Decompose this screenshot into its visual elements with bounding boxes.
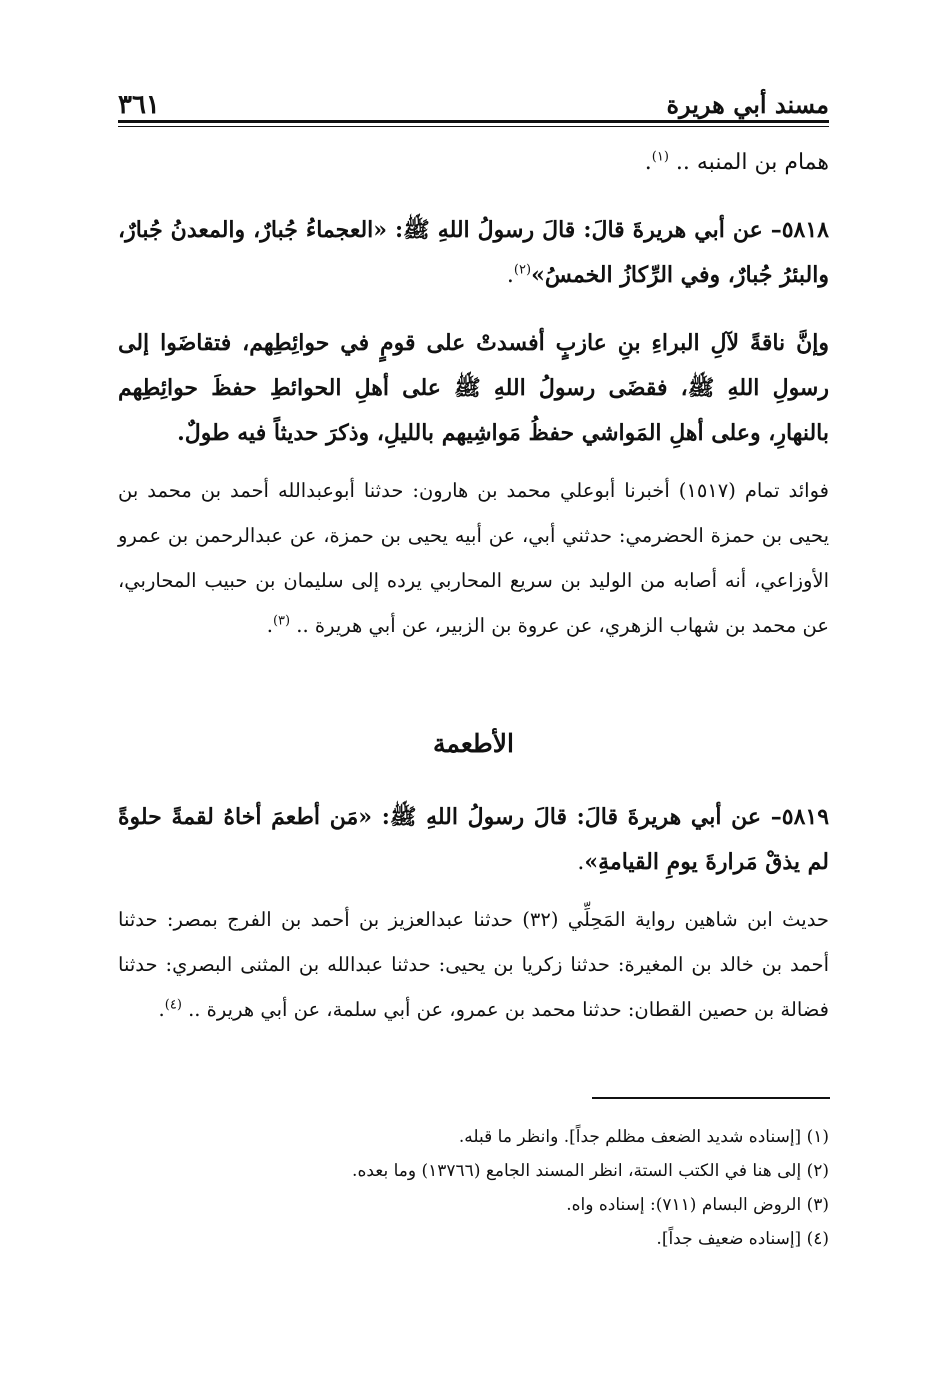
hadith-text: «العجماءُ جُبارٌ، والمعدنُ جُبارٌ، والبئرُ جُبارٌ، وفي الرِّكازُ الخمسُ» (118, 217, 829, 288)
footnote-separator (592, 1097, 830, 1099)
footnote-4: (٤) [إسناده ضعيف جداً]. (656, 1229, 829, 1249)
footnote-ref: (٤) (164, 997, 182, 1013)
footnote-1: (١) [إسناده شديد الضعف مظلم جداً]. وانظر ما قبله. (458, 1127, 829, 1147)
footnotes (118, 1120, 829, 1256)
header-rule (118, 120, 829, 123)
footnote-ref: (٣) (272, 613, 291, 629)
hadith-5819: ٥٨١٩– عن أبي هريرةَ قالَ: قالَ رسولُ اللهِ ﷺ: «مَن أطعمَ أخاهُ لقمةً حلوةً لم يذقْ مَرارةَ يومِ القيامةِ». (118, 804, 830, 875)
hadith-number: ٥٨١٨– (762, 217, 829, 243)
hadith-intro: عن أبي هريرةَ قالَ: قالَ رسولُ اللهِ ﷺ: (387, 217, 763, 243)
running-title: مسند أبي هريرة (666, 90, 829, 119)
footnote-ref: (١) (651, 149, 669, 165)
isnad-paragraph-1: فوائد تمام (١٥١٧) أخبرنا أبوعلي محمد بن هارون: حدثنا أبوعبدالله أحمد بن محمد بن يحيى بن حمزة الحضرمي: حدثني أبي، عن أبيه يحيى بن حمزة، عن عبدالرحمن بن عمرو الأوزاعي، أنه أصابه من الوليد بن سريع المحاربي يرده إلى سليمان بن حبيب المحاربي، عن محمد بن شهاب الزهري، عن عروة بن الزبير، عن أبي هريرة .. $^{(٣)}$. (118, 479, 829, 637)
footnote-2: (٢) إلى هنا في الكتب الستة، انظر المسند الجامع (١٣٧٦٦) وما بعده. (352, 1161, 829, 1181)
hadith-5818: ٥٨١٨– عن أبي هريرةَ قالَ: قالَ رسولُ اللهِ ﷺ: «العجماءُ جُبارٌ، والمعدنُ جُبارٌ، والبئرُ جُبارٌ، وفي الرِّكازُ الخمسُ»$^{(٢)}$. (118, 217, 829, 288)
section-heading: الأطعمة (432, 729, 515, 758)
hadith-number: ٥٨١٩– (761, 804, 830, 830)
hadith-intro: عن أبي هريرةَ قالَ: قالَ رسولُ اللهِ ﷺ: (372, 804, 762, 830)
footnote-ref: (٢) (513, 262, 532, 278)
carry-over-line: همام بن المنبه .. $^{(١)}$. (644, 149, 829, 175)
hadith-text: «مَن أطعمَ أخاهُ لقمةً حلوةً لم يذقْ مَرارةَ يومِ القيامةِ» (118, 804, 829, 875)
running-header (118, 82, 829, 120)
header-rule-thin (118, 126, 829, 127)
page-number: ٣٦١ (118, 90, 160, 120)
isnad-paragraph-2: حديث ابن شاهين رواية المَحِلِّي (٣٢) حدثنا عبدالعزيز بن أحمد بن الفرج بمصر: حدثنا أحمد بن خالد بن المغيرة: حدثنا زكريا بن يحيى: حدثنا عبدالله بن المثنى البصري: حدثنا فضالة بن حصين القطان: حدثنا محمد بن عمرو، عن أبي سلمة، عن أبي هريرة .. $^{(٤)}$. (118, 908, 829, 1021)
footnote-3: (٣) الروض البسام (٧١١): إسناده واه. (566, 1195, 829, 1215)
hadith-continuation: وإنَّ ناقةً لآلِ البراءِ بنِ عازبٍ أفسدتْ على قومٍ في حوائِطِهم، فتقاضَوا إلى رسولِ اللهِ ﷺ، فقضَى رسولُ اللهِ ﷺ على أهلِ الحوائطِ حفظَ حوائِطِهم بالنهارِ، وعلى أهلِ المَواشي حفظُ مَواشِيهم بالليلِ، وذكرَ حديثاً فيه طولٌ. (118, 330, 829, 446)
